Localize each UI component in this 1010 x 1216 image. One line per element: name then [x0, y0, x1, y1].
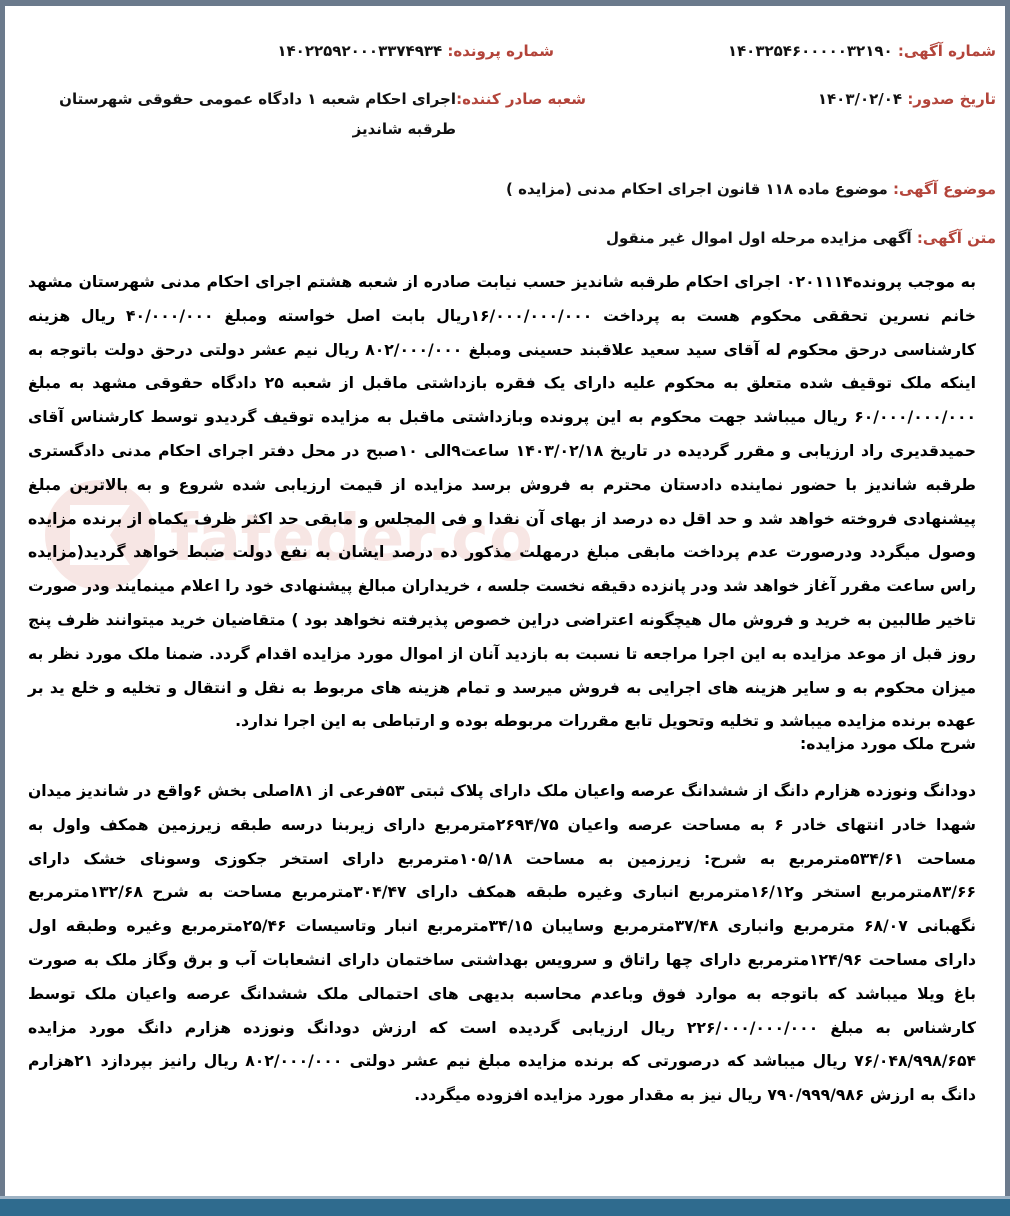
body-paragraph: به موجب پرونده۰۲۰۱۱۱۴ اجرای احکام طرقبه شاندیز حسب نیابت صادره از شعبه هشتم اجرای احکام مدنی شهرستان مشهد خانم نسرین تحققی محکوم هست به پرداخت ۱۶/۰۰۰/۰۰۰/۰۰۰ریال بابت اصل خواسته ومبلغ ۴۰/۰۰۰/۰۰۰ ریال هزینه کارشناسی درحق محکوم له آقای سید سعید علاقبند حسینی ومبلغ ۸۰۲/۰۰۰/۰۰۰ ریال نیم عشر دولتی درحق دولت باتوجه به اینکه ملک توقیف شده متعلق به محکوم علیه دارای یک فقره بازداشتی ماقبل از شعبه ۲۵ دادگاه حقوقی مشهد به مبلغ ۶۰/۰۰۰/۰۰۰/۰۰۰ ریال میباشد جهت محکوم به این پرونده وبازداشتی ماقبل به مزایده توقیف گردیدو توسط کارشناس آقای حمیدقدیری راد ارزیابی و مقرر گردیده در تاریخ ۱۴۰۳/۰۲/۱۸ ساعت۹الی ۱۰صبح در محل دفتر اجرای احکام مدنی دادگستری طرقبه شاندیز با حضور نماینده دادستان محترم به فروش برسد مزایده از قیمت ارزیابی شده شروع و به بالاترین مبلغ پیشنهادی فروخته خواهد شد و حد اقل ده درصد از بهای آن نقدا و فی المجلس و مابقی حد اکثر ظرف یکماه از برنده مزایده وصول میگردد ودرصورت عدم پرداخت مابقی مبلغ درمهلت مذکور ده درصد ایشان به نفع دولت ضبط خواهد گردید(مزایده راس ساعت مقرر آغاز خواهد شد ودر پانزده دقیقه نخست جلسه ، خریداران مبالغ پیشنهادی خود را اعلام مینمایند ودر صورت تاخیر طالبین به خرید و فروش مال هیچگونه اعتراضی دراین خصوص پذیرفته نخواهد بود ) متقاضیان خرید میتوانند ظرف پنج روز قبل از موعد مزایده به این اجرا مراجعه تا نسبت به بازدید آنان از اموال مورد مزایده اقدام گردد. ضمنا ملک مورد نظر به میزان محکوم به و سایر هزینه های اجرایی به فروش میرسد و تمام هزینه های مربوط به نقل و انتقال و تخلیه و خلع ید بر عهده برنده مزایده میباشد و تخلیه وتحویل تابع مقررات مربوطه بوده و ارتباطی به این اجرا ندارد. — [28, 273, 977, 731]
notice-number-value: ۱۴۰۳۲۵۴۶۰۰۰۰۰۳۲۱۹۰ — [727, 42, 893, 60]
notice-text-value: آگهی مزایده مرحله اول اموال غیر منقول — [606, 229, 912, 247]
subject-row — [506, 180, 996, 198]
issuing-branch-value-box — [6, 84, 456, 144]
property-paragraph: دودانگ ونوزده هزارم دانگ از ششدانگ عرصه واعیان ملک دارای پلاک ثبتی ۵۳فرعی از ۸۱اصلی بخش ۶واقع در شاندیز میدان شهدا خادر انتهای خادر ۶ به مساحت عرصه واعیان ۲۶۹۴/۷۵مترمربع دارای زیربنا درسه طبقه زیرزمین همکف واول به مساحت ۵۳۴/۶۱مترمربع به شرح: زیرزمین به مساحت ۱۰۵/۱۸مترمربع دارای استخر جکوزی وسونای خشک دارای ۸۳/۶۶مترمربع استخر و۱۶/۱۲مترمربع انباری وغیره طبقه همکف دارای ۳۰۴/۴۷مترمربع مساحت به شرح ۱۳۲/۶۸مترمربع نگهبانی ۶۸/۰۷ مترمربع وانباری ۳۷/۴۸مترمربع وسایبان ۳۴/۱۵مترمربع انبار وتاسیسات ۲۵/۴۶مترمربع وغیره وطبقه اول دارای مساحت ۱۲۴/۹۶مترمربع دارای چها راتاق و سرویس بهداشتی ساختمان دارای انشعابات آب و برق وگاز ملک به صورت باغ ویلا میباشد که باتوجه به موارد فوق وباعدم محاسبه بدیهی های احتمالی ملک ششدانگ عرصه واعیان ملک توسط کارشناس به مبلغ ۲۲۶/۰۰۰/۰۰۰/۰۰۰ ریال ارزیابی گردیده است که ارزش دودانگ ونوزده هزارم دانگ مورد مزایده ۷۶/۰۴۸/۹۹۸/۶۵۴ ریال میباشد که درصورتی که برنده مزایده مبلغ نیم عشر دولتی ۸۰۲/۰۰۰/۰۰۰ ریال رانیز بپردازد ۲۱هزارم دانگ به ارزش ۷۹۰/۹۹۹/۹۸۶ ریال نیز به مقدار مورد مزایده افزوده میگردد. — [28, 782, 976, 1105]
subject-label: موضوع آگهی: — [892, 180, 996, 198]
window-bottom-bar — [0, 1196, 1010, 1216]
property-section-title: شرح ملک مورد مزایده: — [800, 735, 976, 753]
subject-value: موضوع ماده ۱۱۸ قانون اجرای احکام مدنی (مزایده ) — [506, 180, 888, 198]
issuing-branch-value: اجرای احکام شعبه ۱ دادگاه عمومی حقوقی شهرستان طرقبه شاندیز — [59, 90, 456, 138]
notice-text-label: متن آگهی: — [916, 229, 996, 247]
notice-page — [10, 0, 996, 1193]
issue-date-label: تاریخ صدور: — [907, 90, 996, 108]
watermark-text: fateder.co — [170, 502, 530, 576]
issuing-branch-label: شعبه صادر کننده: — [456, 90, 586, 108]
notice-number-row — [728, 42, 996, 60]
case-number-row — [277, 42, 554, 60]
issue-date-row — [818, 90, 996, 108]
issue-date-value: ۱۴۰۳/۰۲/۰۴ — [817, 90, 903, 108]
notice-text-row — [606, 229, 996, 247]
case-number-value: ۱۴۰۲۲۵۹۲۰۰۰۳۳۷۴۹۳۴ — [277, 42, 443, 60]
notice-number-label: شماره آگهی: — [897, 42, 996, 60]
case-number-label: شماره پرونده: — [447, 42, 554, 60]
